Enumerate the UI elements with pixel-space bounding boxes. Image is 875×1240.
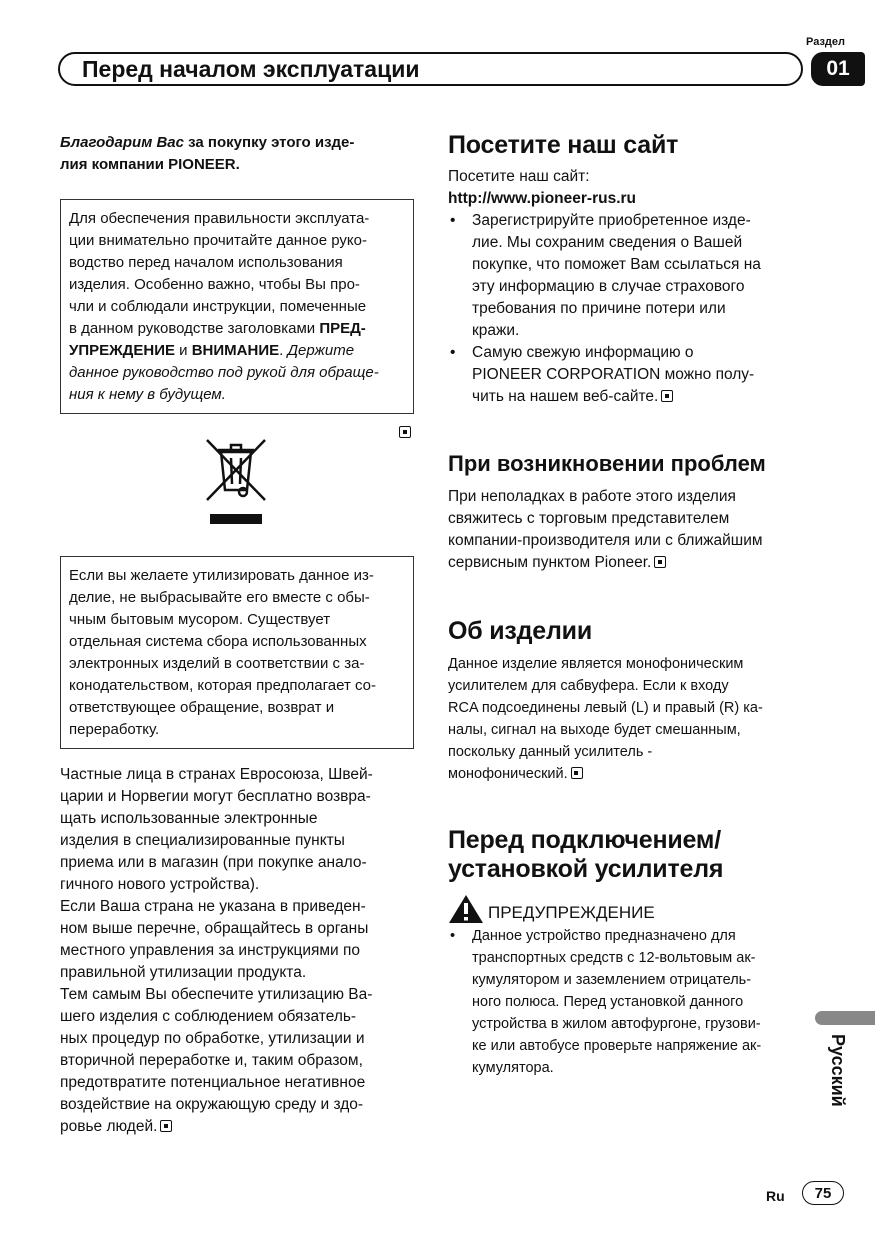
notice-line: в данном руководстве заголовками [69,320,320,337]
warning-label: ПРЕДУПРЕЖДЕНИЕ [488,903,655,922]
body-line: местного управления за инструкциями по [60,942,361,959]
language-code: Ru [766,1188,785,1204]
notice-line: изделия. Особенно важно, чтобы Вы про- [69,276,360,293]
problems-line: компании-производителя или с ближайшим [448,532,763,549]
about-line: налы, сигнал на выходе будет смешанным, [448,722,741,738]
notice-line: водство перед началом использования [69,254,343,271]
bullet-latest-info [448,342,808,408]
disposal-line: ответствующее обращение, возврат и [69,699,335,716]
side-language-text: Русский [828,1034,848,1107]
about-line: Данное изделие является монофоническим [448,656,744,672]
about-line: усилителем для сабвуфера. Если к входу [448,678,729,694]
body-line: щать использованные электронные [60,810,318,827]
disposal-line: переработку. [69,721,160,738]
about-line: поскольку данный усилитель - [448,744,653,760]
notice-bold: ВНИМАНИЕ [191,342,280,359]
heading-visit-site: Посетите наш сайт [448,131,679,159]
notice-line: Для обеспечения правильности эксплуата- [69,210,370,227]
bullet-line: кумулятора. [472,1060,554,1076]
body-line: ном выше перечне, обращайтесь в органы [60,920,369,937]
about-line: RCA подсоединены левый (L) и правый (R) ка- [448,700,763,716]
notice-italic: Держите [287,342,355,359]
bullet-line: лие. Мы сохраним сведения о Вашей [472,234,743,251]
bullet-line: PIONEER CORPORATION можно полу- [472,366,755,383]
notice-line: чли и соблюдали инструкции, помеченные [69,298,367,315]
bullet-line: чить на нашем веб-сайте. [472,388,659,405]
problems-line: сервисным пунктом Pioneer. [448,554,652,571]
body-line: Если Ваша страна не указана в приведен- [60,898,366,915]
bullet-line: кражи. [472,322,520,339]
bullet-line: Самую свежую информацию о [472,344,694,361]
notice-italic: ния к нему в будущем. [69,386,226,403]
language-tab [815,1011,875,1025]
body-line: приема или в магазин (при покупке анало- [60,854,367,871]
intro-rest: за покупку этого изде- [184,134,355,151]
visit-site-section [448,166,808,408]
side-language-label [818,1030,858,1120]
body-line: воздействие на окружающую среду и здо- [60,1096,364,1113]
disposal-line: делие, не выбрасывайте его вместе с обы- [69,589,370,606]
notice-bold: ПРЕД- [319,320,366,337]
bullet-line: эту информацию в случае страхового [472,278,745,295]
bullet-line: требования по причине потери или [472,300,726,317]
section-number-badge: 01 [811,52,865,86]
end-of-section-icon [571,767,583,779]
bullet-register [448,210,808,342]
body-line: предотвратите потенциальное негативное [60,1074,366,1091]
notice-italic: данное руководство под рукой для обраще- [69,364,379,381]
end-of-section-icon [661,390,673,402]
disposal-line: отдельная система сбора использованных [69,633,367,650]
intro-text [60,132,410,176]
bullet-line: покупке, что поможет Вам ссылаться на [472,256,761,273]
disposal-line: Если вы желаете утилизировать данное из- [69,567,374,584]
page-title: Перед началом эксплуатации [58,52,803,86]
disposal-body-text [60,764,412,1138]
disposal-line: конодательством, которая предполагает со- [69,677,377,694]
safety-notice-box [60,199,414,414]
weee-crossed-bin-icon [201,432,271,528]
bullet-line: ного полюса. Перед установкой данного [472,994,744,1010]
body-line: шего изделия с соблюдением обязатель- [60,1008,357,1025]
body-line: правильной утилизации продукта. [60,964,307,981]
end-of-section-icon [160,1120,172,1132]
problems-text [448,486,808,574]
bullet-line: ке или автобусе проверьте напряжение ак- [472,1038,762,1054]
about-line: монофонический. [448,766,568,782]
intro-italic: Благодарим Вас [60,134,184,151]
heading-line: Перед подключением/ [448,826,721,854]
intro-line2: лия компании PIONEER. [60,156,240,173]
disposal-notice-box [60,556,414,749]
visit-intro: Посетите наш сайт: [448,168,590,185]
website-link[interactable]: http://www.pioneer-rus.ru [448,190,637,207]
body-line: вторичной переработке и, таким образом, [60,1052,363,1069]
body-line: Тем самым Вы обеспечите утилизацию Ва- [60,986,373,1003]
notice-line: ции внимательно прочитайте данное руко- [69,232,367,249]
body-line: Частные лица в странах Евросоюза, Швей- [60,766,373,783]
bullet-line: транспортных средств с 12-вольтовым ак- [472,950,756,966]
problems-line: свяжитесь с торговым представителем [448,510,730,527]
body-line: гичного нового устройства). [60,876,260,893]
body-line: царии и Норвегии могут бесплатно возвра- [60,788,371,805]
bullet-12v [448,925,808,1079]
heading-about-product: Об изделии [448,617,593,645]
section-label: Раздел [806,36,845,48]
heading-problems: При возникновении проблем [448,451,766,476]
bullet-line: Зарегистрируйте приобретенное изде- [472,212,751,229]
page-number: 75 [802,1181,844,1205]
notice-line: и [175,342,192,359]
heading-line: установкой усилителя [448,855,724,883]
about-text [448,653,808,785]
visit-bullets [448,210,808,408]
body-line: изделия в специализированные пункты [60,832,345,849]
problems-line: При неполадках в работе этого изделия [448,488,736,505]
bullet-line: кумулятором и заземлением отрицатель- [472,972,752,988]
bullet-line: устройства в жилом автофургоне, грузови- [472,1016,761,1032]
end-of-section-icon [399,426,411,438]
notice-line: . [279,342,288,359]
disposal-line: чным бытовым мусором. Существует [69,611,331,628]
end-of-section-icon [654,556,666,568]
body-line: ных процедур по обработке, утилизации и [60,1030,365,1047]
disposal-line: электронных изделий в соответствии с за- [69,655,365,672]
install-bullets [448,925,808,1079]
heading-before-install [448,826,723,884]
install-warning-text [448,925,808,1079]
body-line: ровье людей. [60,1118,158,1135]
notice-bold: УПРЕЖДЕНИЕ [69,342,175,359]
bullet-line: Данное устройство предназначено для [472,928,736,944]
warning-triangle-icon [448,894,484,924]
